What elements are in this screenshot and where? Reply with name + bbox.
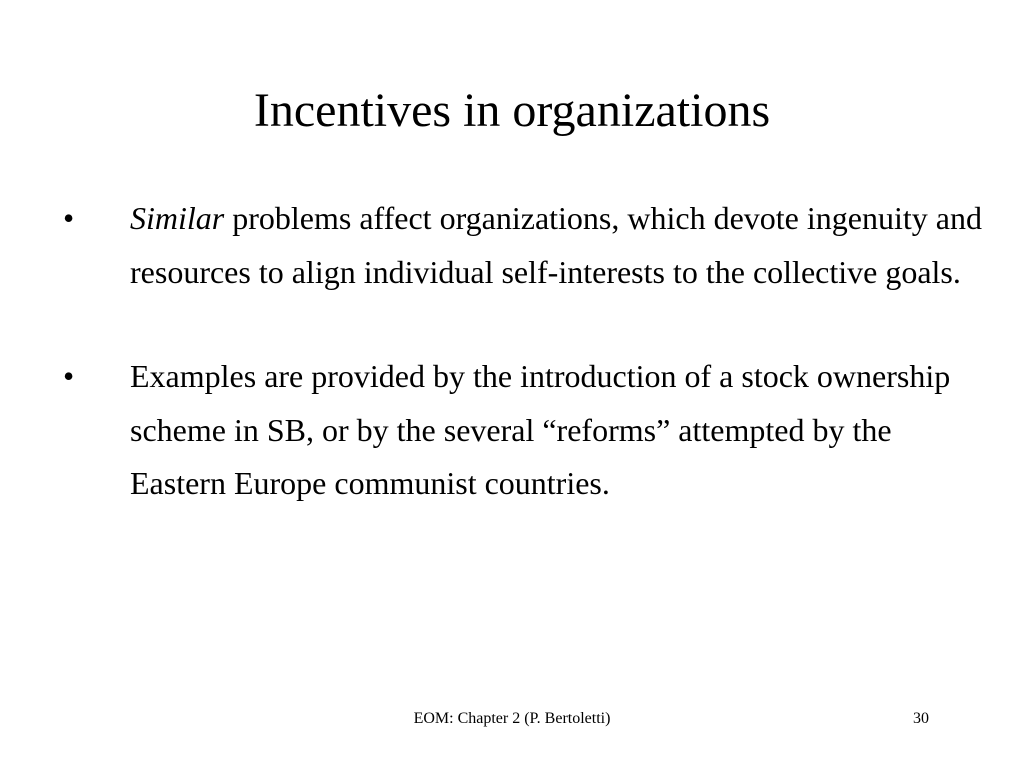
bullet-item-1 <box>0 192 1024 299</box>
bullet-emphasis: Similar <box>130 200 225 236</box>
slide-title: Incentives in organizations <box>253 84 771 137</box>
bullet-body: problems affect organizations, which devote ingenuity and resources to align individual self-interests to the collective goals. <box>130 200 982 290</box>
bullet-item-2 <box>0 350 1024 511</box>
bullet-marker: • <box>63 200 75 236</box>
bullet-text <box>130 350 990 511</box>
bullet-text <box>130 192 990 299</box>
bullet-marker: • <box>63 358 75 394</box>
page-number: 30 <box>913 710 929 727</box>
bullet-body: Examples are provided by the introduction of a stock ownership scheme in SB, or by the several “reforms” attempted by the Eastern Europe communist countries. <box>130 358 951 501</box>
bullet-list <box>0 192 1024 562</box>
footer-label: EOM: Chapter 2 (P. Bertoletti) <box>413 710 611 727</box>
